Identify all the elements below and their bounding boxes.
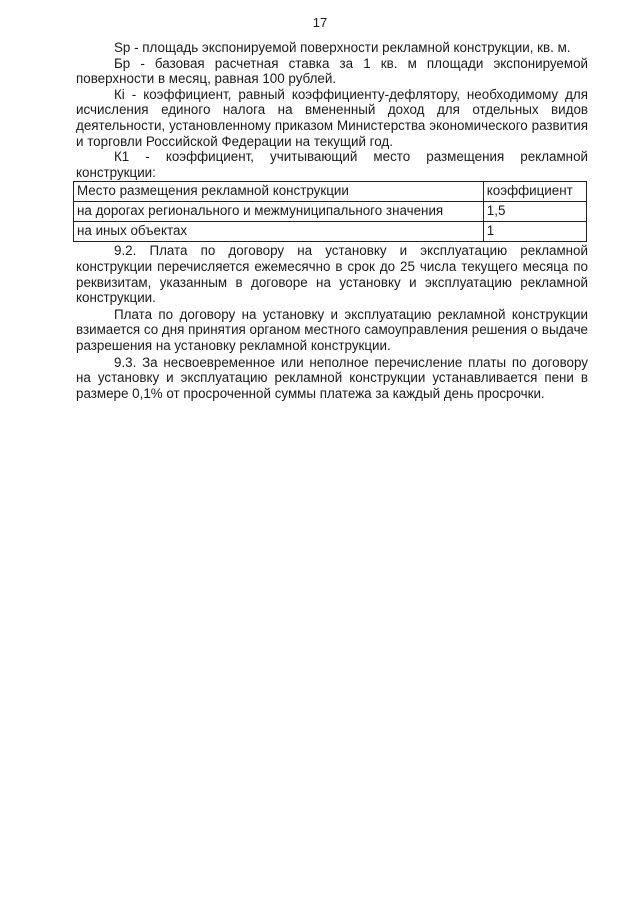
table-row — [74, 202, 587, 222]
table-row — [74, 222, 587, 242]
table-cell-coef: 1,5 — [483, 202, 586, 222]
table-header-place: Место размещения рекламной конструкции — [74, 182, 484, 202]
table-cell-coef: 1 — [483, 222, 586, 242]
table-header-coef: коэффициент — [483, 182, 586, 202]
table-cell-place: на иных объектах — [74, 222, 484, 242]
clause-9-3: 9.3. За несвоевременное или неполное перечисление платы по договору на установку и эксплуатацию рекламной конструкции устанавливается пени в размере 0,1% от просроченной суммы платежа за каждый день просрочки. — [76, 354, 588, 401]
document-body — [76, 40, 588, 401]
definition-k1: К1 - коэффициент, учитывающий место размещения рекламной конструкции: — [76, 149, 588, 180]
definition-ki: Кi - коэффициент, равный коэффициенту-дефлятору, необходимому для исчисления единого налога на вмененный доход для отдельных видов деятельности, установленному приказом Министерства экономического развития и торговли Российской Федерации на текущий год. — [76, 86, 588, 149]
table-header-row — [74, 182, 587, 202]
clause-9-2-payment-start: Плата по договору на установку и эксплуатацию рекламной конструкции взимается со дня принятия органом местного самоуправления решения о выдаче разрешения на установку рекламной конструкции. — [76, 306, 588, 353]
page-number: 17 — [312, 15, 328, 30]
definition-sp: Sp - площадь экспонируемой поверхности рекламной конструкции, кв. м. — [114, 40, 571, 55]
clause-9-2: 9.2. Плата по договору на установку и эксплуатацию рекламной конструкции перечисляется ежемесячно в срок до 25 числа текущего месяца по реквизитам, указанным в договоре на установку и эксплуатацию рекламной конструкции. — [76, 243, 588, 306]
table-cell-place: на дорогах регионального и межмуниципального значения — [74, 202, 484, 222]
coefficient-table — [73, 181, 587, 242]
definition-br: Бр - базовая расчетная ставка за 1 кв. м площади экспонируемой поверхности в месяц, равная 100 рублей. — [76, 55, 588, 87]
